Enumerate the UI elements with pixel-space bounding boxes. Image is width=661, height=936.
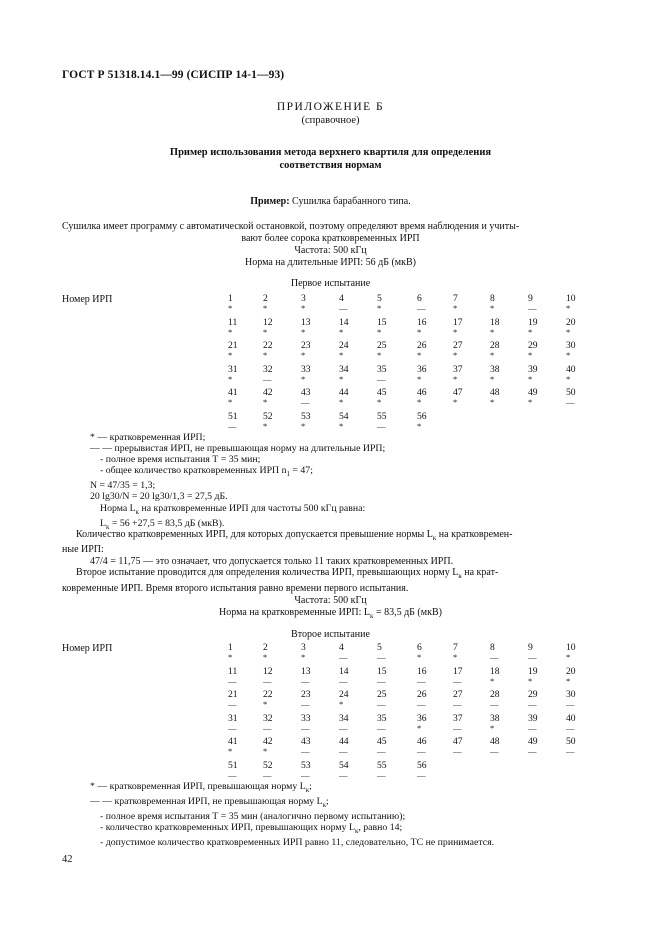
irp-mark-star: * xyxy=(263,420,268,431)
irp-mark-dash: — xyxy=(528,652,537,662)
irp-mark-dash: — xyxy=(301,769,310,780)
irp-mark-star: * xyxy=(263,699,268,709)
irp-mark-dash: — xyxy=(263,769,272,780)
irp-number: 37 xyxy=(453,363,463,375)
irp-number: 13 xyxy=(301,665,311,677)
notes2-star-legend: * — кратковременная ИРП, превышающая норму $L_к$; xyxy=(90,781,312,794)
irp-mark-dash: — xyxy=(377,373,386,384)
irp-number: 45 xyxy=(377,736,387,747)
irp-number: 52 xyxy=(263,410,273,422)
second-frequency: Частота: 500 кГц xyxy=(294,595,367,606)
irp-mark-star: * xyxy=(228,303,233,313)
irp-number: 54 xyxy=(339,759,349,771)
irp-mark-dash: — xyxy=(228,420,237,431)
irp-number: 17 xyxy=(453,316,463,328)
irp-number: 50 xyxy=(566,387,576,398)
irp-mark-star: * xyxy=(417,722,422,733)
notes1-norm-line: Норма $L_к$ на кратковременные ИРП для частоты 500 кГц равна: xyxy=(100,502,366,516)
document-header: ГОСТ Р 51318.14.1—99 (СИСПР 14-1—93) xyxy=(62,69,285,81)
irp-mark-dash: — xyxy=(339,675,348,686)
irp-mark-star: * xyxy=(490,326,495,337)
irp-number: 46 xyxy=(417,387,427,398)
irp-number: 38 xyxy=(490,712,500,724)
irp-number: 31 xyxy=(228,363,238,375)
irp-mark-star: * xyxy=(263,652,268,662)
irp-number: 11 xyxy=(228,316,238,328)
irp-mark-dash: — xyxy=(566,746,575,756)
irp-number: 30 xyxy=(566,689,576,700)
irp-mark-dash: — xyxy=(528,699,537,709)
irp-number: 9 xyxy=(528,293,533,304)
irp-number: 35 xyxy=(377,363,387,375)
example-label: Пример: xyxy=(250,196,290,207)
irp-number: 28 xyxy=(490,340,500,351)
test2-title: Второе испытание xyxy=(291,629,370,640)
irp-number: 49 xyxy=(528,736,538,747)
irp-number: 31 xyxy=(228,712,238,724)
irp-mark-star: * xyxy=(417,350,422,360)
irp-number: 9 xyxy=(528,642,533,653)
irp-mark-star: * xyxy=(301,373,306,384)
irp-mark-star: * xyxy=(490,303,495,313)
irp-mark-dash: — xyxy=(566,397,575,407)
irp-mark-dash: — xyxy=(417,699,426,709)
irp-number: 56 xyxy=(417,410,427,422)
irp-number: 50 xyxy=(566,736,576,747)
notes1-formula-lg: 20 lg30/N = 20 lg30/1,3 = 27,5 дБ. xyxy=(90,491,228,503)
irp-mark-star: * xyxy=(453,303,458,313)
irp-number: 23 xyxy=(301,340,311,351)
irp-mark-star: * xyxy=(566,303,571,313)
irp-mark-star: * xyxy=(566,652,571,662)
irp-number: 51 xyxy=(228,410,238,422)
irp-mark-dash: — xyxy=(228,722,237,733)
intro-norm: Норма на длительные ИРП: 56 дБ (мкВ) xyxy=(245,257,416,268)
irp-number: 17 xyxy=(453,665,463,677)
irp-number: 40 xyxy=(566,712,576,724)
irp-number: 19 xyxy=(528,316,538,328)
irp-mark-dash: — xyxy=(377,652,386,662)
irp-mark-star: * xyxy=(339,420,344,431)
irp-number: 2 xyxy=(263,293,268,304)
irp-number: 4 xyxy=(339,293,344,304)
irp-mark-dash: — xyxy=(528,303,537,313)
irp-mark-star: * xyxy=(566,675,571,686)
intro-frequency: Частота: 500 кГц xyxy=(294,245,367,256)
irp-number: 51 xyxy=(228,759,238,771)
notes1-block xyxy=(90,432,385,533)
irp-mark-dash: — xyxy=(263,722,272,733)
irp-number: 47 xyxy=(453,736,463,747)
irp-mark-star: * xyxy=(453,326,458,337)
irp-mark-dash: — xyxy=(377,675,386,686)
example-line xyxy=(0,196,661,207)
irp-mark-star: * xyxy=(339,397,344,407)
irp-number: 7 xyxy=(453,642,458,653)
irp-number: 39 xyxy=(528,712,538,724)
irp-number: 33 xyxy=(301,363,311,375)
irp-number: 18 xyxy=(490,316,500,328)
irp-mark-star: * xyxy=(301,350,306,360)
notes1-total-count: - общее количество кратковременных ИРП $n_1 = 47$; xyxy=(100,465,313,479)
irp-number: 53 xyxy=(301,410,311,422)
irp-number: 26 xyxy=(417,340,427,351)
irp-number: 20 xyxy=(566,316,576,328)
irp-mark-star: * xyxy=(377,397,382,407)
irp-number: 28 xyxy=(490,689,500,700)
irp-mark-dash: — xyxy=(453,722,462,733)
irp-mark-star: * xyxy=(263,397,268,407)
irp-mark-dash: — xyxy=(228,699,237,709)
irp-mark-dash: — xyxy=(377,769,386,780)
appendix-title: ПРИЛОЖЕНИЕ Б xyxy=(276,101,385,113)
irp-mark-star: * xyxy=(453,652,458,662)
example-text: Сушилка барабанного типа. xyxy=(289,196,411,207)
irp-mark-star: * xyxy=(490,373,495,384)
irp-mark-star: * xyxy=(490,350,495,360)
irp-number: 48 xyxy=(490,736,500,747)
notes1-dash-legend: — — прерывистая ИРП, не превышающая норму на длительные ИРП; xyxy=(90,443,386,455)
irp-number: 34 xyxy=(339,712,349,724)
irp-number: 34 xyxy=(339,363,349,375)
irp-mark-dash: — xyxy=(566,699,575,709)
irp-mark-dash: — xyxy=(339,652,348,662)
irp-number: 12 xyxy=(263,665,273,677)
page-number: 42 xyxy=(62,854,73,865)
irp-number: 29 xyxy=(528,689,538,700)
irp-mark-star: * xyxy=(528,326,533,337)
irp-mark-star: * xyxy=(528,350,533,360)
irp-mark-star: * xyxy=(301,326,306,337)
irp-mark-star: * xyxy=(263,350,268,360)
irp-number: 16 xyxy=(417,665,427,677)
irp-number: 53 xyxy=(301,759,311,771)
test1-row-label: Номер ИРП xyxy=(62,294,113,305)
irp-mark-dash: — xyxy=(339,303,348,313)
irp-mark-dash: — xyxy=(453,746,462,756)
irp-mark-star: * xyxy=(453,397,458,407)
irp-number: 12 xyxy=(263,316,273,328)
irp-number: 36 xyxy=(417,363,427,375)
irp-mark-dash: — xyxy=(453,699,462,709)
notes1-star-legend: * — кратковременная ИРП; xyxy=(90,432,206,443)
irp-number: 35 xyxy=(377,712,387,724)
irp-number: 29 xyxy=(528,340,538,351)
irp-mark-star: * xyxy=(339,350,344,360)
irp-mark-star: * xyxy=(301,303,306,313)
irp-mark-star: * xyxy=(339,326,344,337)
irp-mark-star: * xyxy=(566,326,571,337)
irp-mark-star: * xyxy=(377,326,382,337)
irp-number: 14 xyxy=(339,316,349,328)
irp-number: 26 xyxy=(417,689,427,700)
irp-number: 24 xyxy=(339,689,349,700)
irp-mark-star: * xyxy=(528,675,533,686)
irp-number: 48 xyxy=(490,387,500,398)
irp-number: 45 xyxy=(377,387,387,398)
irp-number: 46 xyxy=(417,736,427,747)
notes2-exceed-count: - количество кратковременных ИРП, превышающих норму $L_к$, равно 14; xyxy=(100,822,403,836)
irp-number: 5 xyxy=(377,642,382,653)
intro-line2: вают более сорока кратковременных ИРП xyxy=(241,233,420,244)
irp-mark-dash: — xyxy=(263,373,272,384)
irp-mark-star: * xyxy=(339,373,344,384)
irp-number: 30 xyxy=(566,340,576,351)
irp-number: 41 xyxy=(228,736,238,747)
irp-number: 16 xyxy=(417,316,427,328)
irp-number: 54 xyxy=(339,410,349,422)
irp-mark-star: * xyxy=(417,420,422,431)
irp-number: 13 xyxy=(301,316,311,328)
irp-mark-star: * xyxy=(453,350,458,360)
irp-number: 6 xyxy=(417,293,422,304)
intro-line1: Сушилка имеет программу с автоматической остановкой, поэтому определяют время наблюдения и учиты- xyxy=(62,221,520,232)
irp-number: 44 xyxy=(339,736,349,747)
irp-number: 10 xyxy=(566,293,576,304)
irp-number: 43 xyxy=(301,387,311,398)
test1-title: Первое испытание xyxy=(290,278,371,289)
irp-mark-dash: — xyxy=(377,699,386,709)
irp-mark-star: * xyxy=(490,675,495,686)
irp-number: 20 xyxy=(566,665,576,677)
irp-number: 42 xyxy=(263,736,273,747)
irp-mark-dash: — xyxy=(377,722,386,733)
irp-mark-dash: — xyxy=(528,746,537,756)
irp-number: 22 xyxy=(263,689,273,700)
irp-mark-star: * xyxy=(490,397,495,407)
irp-number: 2 xyxy=(263,642,268,653)
irp-mark-dash: — xyxy=(377,420,386,431)
irp-mark-star: * xyxy=(339,699,344,709)
paragraph-allowed-exceed: Количество кратковременных ИРП, для которых допускается превышение нормы $L_к$ на кратковремен- ные ИРП: 47/4 = 11,75 — это означает, что допускается только 11 таких кратковременных ИРП. Второе испытание проводится для определения количества ИРП, превышающих норму $L_к$ на крат- ковременные ИРП. Время второго испытания равно времени первого испытания. xyxy=(62,529,513,594)
irp-number: 14 xyxy=(339,665,349,677)
irp-mark-dash: — xyxy=(301,675,310,686)
irp-number: 22 xyxy=(263,340,273,351)
section-title-line1: Пример использования метода верхнего квартиля для определения xyxy=(169,147,492,158)
irp-mark-star: * xyxy=(377,303,382,313)
irp-number: 27 xyxy=(453,340,463,351)
irp-number: 11 xyxy=(228,665,238,677)
irp-number: 49 xyxy=(528,387,538,398)
irp-mark-star: * xyxy=(417,397,422,407)
irp-number: 15 xyxy=(377,665,387,677)
irp-number: 56 xyxy=(417,759,427,771)
irp-number: 43 xyxy=(301,736,311,747)
irp-mark-star: * xyxy=(528,397,533,407)
irp-mark-star: * xyxy=(228,373,233,384)
irp-number: 37 xyxy=(453,712,463,724)
irp-mark-dash: — xyxy=(417,675,426,686)
notes2-total-time: - полное время испытания Т = 35 мин (аналогично первому испытанию); xyxy=(100,811,406,823)
irp-number: 38 xyxy=(490,363,500,375)
irp-mark-star: * xyxy=(528,373,533,384)
irp-number: 55 xyxy=(377,759,387,771)
notes1-total-time: - полное время испытания Т = 35 мин; xyxy=(100,454,261,466)
test2-row-label: Номер ИРП xyxy=(62,643,113,654)
irp-mark-dash: — xyxy=(228,769,237,780)
irp-mark-dash: — xyxy=(417,746,426,756)
irp-number: 7 xyxy=(453,293,458,304)
irp-number: 44 xyxy=(339,387,349,398)
second-norm: Норма на кратковременные ИРП: $L_к = 83,5$ дБ (мкВ) xyxy=(219,607,442,620)
irp-mark-dash: — xyxy=(490,746,499,756)
irp-number: 6 xyxy=(417,642,422,653)
irp-mark-dash: — xyxy=(566,722,575,733)
irp-mark-star: * xyxy=(566,350,571,360)
irp-mark-star: * xyxy=(263,326,268,337)
irp-number: 41 xyxy=(228,387,238,398)
irp-number: 42 xyxy=(263,387,273,398)
irp-mark-star: * xyxy=(377,350,382,360)
irp-mark-dash: — xyxy=(339,769,348,780)
irp-mark-dash: — xyxy=(417,769,426,780)
section-title-line2: соответствия нормам xyxy=(279,160,382,171)
irp-mark-dash: — xyxy=(339,722,348,733)
irp-number: 18 xyxy=(490,665,500,677)
irp-number: 36 xyxy=(417,712,427,724)
irp-number: 3 xyxy=(301,642,306,653)
notes1-norm-value: $L_к = 56 +27,5 = 83,5$ дБ (мкВ). xyxy=(100,517,225,531)
irp-mark-dash: — xyxy=(453,675,462,686)
irp-number: 8 xyxy=(490,642,495,653)
irp-mark-dash: — xyxy=(301,722,310,733)
notes2-block xyxy=(90,781,494,848)
irp-mark-star: * xyxy=(263,746,268,756)
irp-number: 33 xyxy=(301,712,311,724)
irp-mark-dash: — xyxy=(377,746,386,756)
irp-number: 1 xyxy=(228,642,233,653)
irp-number: 25 xyxy=(377,689,387,700)
irp-number: 39 xyxy=(528,363,538,375)
irp-mark-dash: — xyxy=(301,699,310,709)
irp-mark-dash: — xyxy=(228,675,237,686)
irp-number: 55 xyxy=(377,410,387,422)
irp-number: 8 xyxy=(490,293,495,304)
irp-mark-star: * xyxy=(301,420,306,431)
irp-number: 52 xyxy=(263,759,273,771)
irp-number: 25 xyxy=(377,340,387,351)
irp-mark-dash: — xyxy=(417,303,426,313)
irp-number: 40 xyxy=(566,363,576,375)
irp-mark-star: * xyxy=(228,652,233,662)
irp-mark-star: * xyxy=(417,652,422,662)
irp-mark-star: * xyxy=(453,373,458,384)
irp-mark-star: * xyxy=(301,652,306,662)
appendix-subtitle: (справочное) xyxy=(301,115,360,126)
notes1-formula-n: N = 47/35 = 1,3; xyxy=(90,480,156,492)
irp-number: 3 xyxy=(301,293,306,304)
irp-number: 1 xyxy=(228,293,233,304)
irp-mark-star: * xyxy=(417,326,422,337)
irp-mark-star: * xyxy=(228,350,233,360)
irp-mark-star: * xyxy=(228,326,233,337)
irp-number: 15 xyxy=(377,316,387,328)
irp-mark-star: * xyxy=(263,303,268,313)
irp-number: 24 xyxy=(339,340,349,351)
irp-mark-star: * xyxy=(490,722,495,733)
irp-mark-dash: — xyxy=(301,397,310,407)
irp-number: 23 xyxy=(301,689,311,700)
irp-number: 10 xyxy=(566,642,576,653)
irp-mark-dash: — xyxy=(528,722,537,733)
irp-mark-dash: — xyxy=(263,675,272,686)
irp-mark-dash: — xyxy=(490,699,499,709)
irp-number: 21 xyxy=(228,689,238,700)
irp-number: 32 xyxy=(263,712,273,724)
irp-number: 47 xyxy=(453,387,463,398)
irp-number: 27 xyxy=(453,689,463,700)
notes2-conclusion: - допустимое количество кратковременных ИРП равно 11, следовательно, ТС не принимается. xyxy=(100,837,495,849)
notes2-dash-legend: — — кратковременная ИРП, не превышающая норму $L_к$; xyxy=(90,796,329,809)
irp-mark-dash: — xyxy=(490,652,499,662)
irp-mark-star: * xyxy=(228,746,233,756)
irp-number: 21 xyxy=(228,340,238,351)
irp-number: 19 xyxy=(528,665,538,677)
irp-mark-dash: — xyxy=(339,746,348,756)
irp-number: 4 xyxy=(339,642,344,653)
irp-mark-star: * xyxy=(566,373,571,384)
irp-mark-dash: — xyxy=(301,746,310,756)
irp-mark-star: * xyxy=(228,397,233,407)
irp-number: 32 xyxy=(263,363,273,375)
irp-number: 5 xyxy=(377,293,382,304)
irp-mark-star: * xyxy=(417,373,422,384)
